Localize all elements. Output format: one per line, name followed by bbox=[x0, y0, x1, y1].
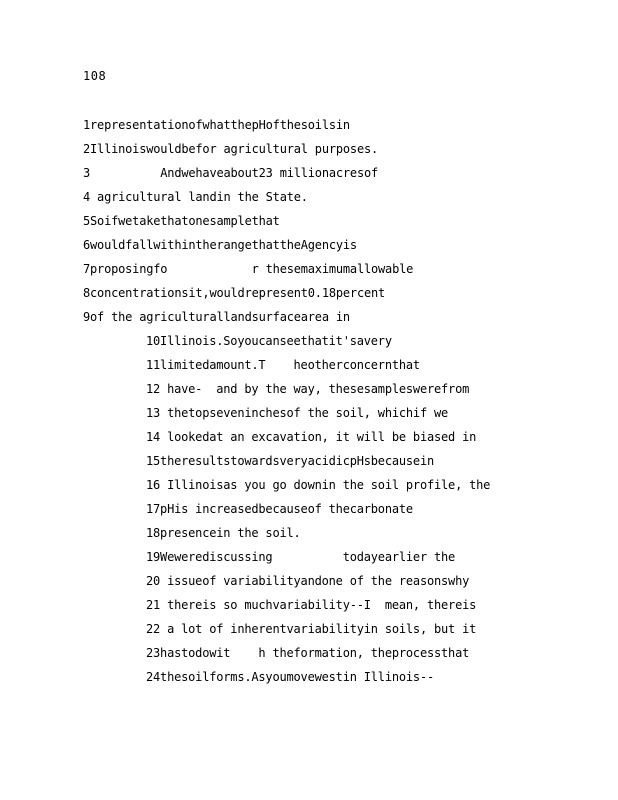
transcript-line-22: 22 a lot of inherentvariabilityin soils, but it bbox=[146, 622, 477, 636]
transcript-line-18: 18presencein the soil. bbox=[146, 526, 301, 540]
transcript-line-1: 1representationofwhatthepHofthesoilsin bbox=[83, 118, 350, 132]
transcript-line-7: 7proposingfo r thesemaximumallowable bbox=[83, 262, 414, 276]
transcript-line-11: 11limitedamount.T heotherconcernthat bbox=[146, 358, 420, 372]
transcript-line-24: 24thesoilforms.Asyoumovewestin Illinois-- bbox=[146, 670, 435, 684]
transcript-line-23: 23hastodowit h theformation, theprocessthat bbox=[146, 646, 470, 660]
transcript-line-4: 4 agricultural landin the State. bbox=[83, 190, 308, 204]
transcript-line-3: 3 Andwehaveabout23 millionacresof bbox=[83, 166, 379, 180]
transcript-line-14: 14 lookedat an excavation, it will be biased in bbox=[146, 430, 477, 444]
transcript-line-20: 20 issueof variabilityandone of the reasonswhy bbox=[146, 574, 470, 588]
transcript-line-17: 17pHis increasedbecauseof thecarbonate bbox=[146, 502, 413, 516]
transcript-line-15: 15theresultstowardsveryacidicpHsbecausein bbox=[146, 454, 435, 468]
transcript-line-9: 9of the agriculturallandsurfacearea in bbox=[83, 310, 350, 324]
page-number: 108 bbox=[83, 69, 107, 83]
transcript-line-13: 13 thetopseveninchesof the soil, whichif we bbox=[146, 406, 449, 420]
transcript-line-19: 19Wewerediscussing todayearlier the bbox=[146, 550, 456, 564]
transcript-line-2: 2Illinoiswouldbefor agricultural purposes. bbox=[83, 142, 379, 156]
transcript-line-6: 6wouldfallwithintherangethattheAgencyis bbox=[83, 238, 357, 252]
transcript-line-16: 16 Illinoisas you go downin the soil profile, the bbox=[146, 478, 491, 492]
transcript-line-21: 21 thereis so muchvariability--I mean, thereis bbox=[146, 598, 477, 612]
transcript-line-5: 5Soifwetakethatonesamplethat bbox=[83, 214, 280, 228]
transcript-line-8: 8concentrationsit,wouldrepresent0.18percent bbox=[83, 286, 386, 300]
transcript-line-12: 12 have- and by the way, thesesampleswerefrom bbox=[146, 382, 470, 396]
transcript-line-10: 10Illinois.Soyoucanseethatit'savery bbox=[146, 334, 392, 348]
